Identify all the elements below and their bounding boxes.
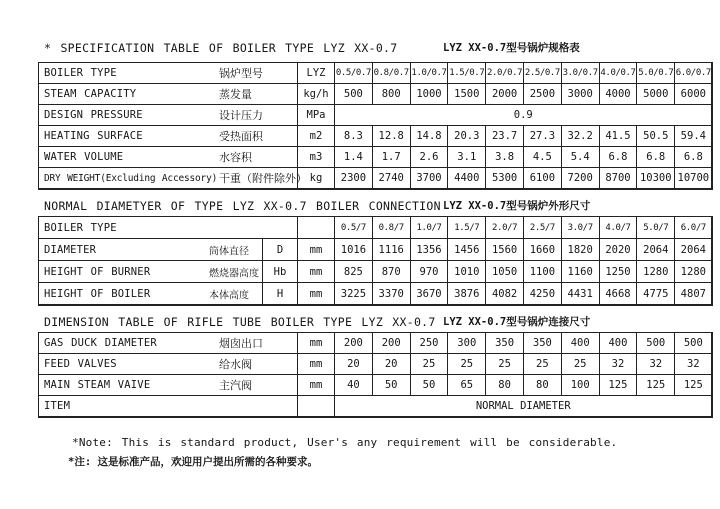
row-label-zh: 受热面积 <box>219 130 263 143</box>
cell: 14.8 <box>410 126 448 147</box>
symbol-cell: Hb <box>263 261 298 283</box>
cell: 0.8/7 <box>372 217 410 239</box>
row-label-zh: 燃烧器高度 <box>209 268 259 279</box>
cell: 2.0/7 <box>486 217 524 239</box>
cell: 1250 <box>599 261 637 283</box>
cell: 1.5/7 <box>448 217 486 239</box>
cell: 5.0/7 <box>637 217 675 239</box>
cell: 5000 <box>637 84 675 105</box>
cell: 1456 <box>448 239 486 261</box>
cell: 25 <box>410 354 448 375</box>
cell: 4668 <box>599 283 637 306</box>
cell: 5.0/0.7 <box>637 63 675 84</box>
unit-cell: m3 <box>298 147 335 168</box>
row-label-en: DRY WEIGHT(Excluding Accessory) <box>44 173 218 184</box>
cell: 1500 <box>448 84 486 105</box>
cell: 25 <box>448 354 486 375</box>
table-row <box>39 396 713 418</box>
cell: 2.6 <box>410 147 448 168</box>
cell: 1016 <box>335 239 373 261</box>
cell: 350 <box>523 333 561 354</box>
cell: 1660 <box>523 239 561 261</box>
row-label-en: BOILER TYPE <box>44 221 117 234</box>
cell: 1.4 <box>335 147 373 168</box>
empty-cell <box>298 396 335 418</box>
row-label-en: HEIGHT OF BOILER <box>44 287 151 300</box>
cell: 3370 <box>372 283 410 306</box>
connection-table-titlebar <box>38 199 712 214</box>
cell: 3225 <box>335 283 373 306</box>
row-label-en: GAS DUCK DIAMETER <box>44 337 157 349</box>
cell: 50.5 <box>637 126 675 147</box>
row-label <box>39 239 263 261</box>
cell: 3.1 <box>448 147 486 168</box>
cell: 3876 <box>448 283 486 306</box>
table-row <box>39 261 713 283</box>
cell: 6.0/0.7 <box>675 63 713 84</box>
cell: 1356 <box>410 239 448 261</box>
note-english: *Note: This is standard product, User's any requirement will be considerable. <box>72 436 618 449</box>
spec-table-title: * SPECIFICATION TABLE OF BOILER TYPE LYZ XX-0.7 <box>44 41 398 55</box>
cell: 825 <box>335 261 373 283</box>
cell: 1100 <box>523 261 561 283</box>
cell: 1.5/0.7 <box>448 63 486 84</box>
cell: 350 <box>486 333 524 354</box>
cell: 1.0/0.7 <box>410 63 448 84</box>
cell: 2300 <box>335 168 373 190</box>
row-label <box>39 396 298 418</box>
connection-table <box>38 216 713 306</box>
cell: 300 <box>448 333 486 354</box>
row-label <box>39 84 298 105</box>
symbol-cell: H <box>263 283 298 306</box>
cell: 125 <box>599 375 637 396</box>
cell: 1820 <box>561 239 599 261</box>
cell: 4.0/7 <box>599 217 637 239</box>
cell: 250 <box>410 333 448 354</box>
row-label-en: DESIGN PRESSURE <box>44 109 143 121</box>
row-label-en: FEED VALVES <box>44 358 117 370</box>
cell: 10700 <box>675 168 713 190</box>
cell: 1.7 <box>372 147 410 168</box>
table-row <box>39 168 713 190</box>
merged-value-cell: 0.9 <box>335 105 713 126</box>
table-row <box>39 239 713 261</box>
row-label-zh: 本体高度 <box>209 290 249 301</box>
cell: 500 <box>637 333 675 354</box>
row-label-en: WATER VOLUME <box>44 151 124 163</box>
dimension-table-title-cn: LYZ XX-0.7型号锅炉连接尺寸 <box>443 316 591 328</box>
cell: 3700 <box>410 168 448 190</box>
note-chinese: *注: 这是标准产品，欢迎用户提出所需的各种要求。 <box>68 456 318 468</box>
cell: 5.4 <box>561 147 599 168</box>
row-label-zh: 锅炉型号 <box>219 67 263 80</box>
row-label-en: DIAMETER <box>44 243 97 256</box>
cell: 200 <box>335 333 373 354</box>
row-label-zh: 主汽阀 <box>219 379 252 392</box>
row-label <box>39 168 307 190</box>
cell: 2740 <box>372 168 410 190</box>
connection-table-title: NORMAL DIAMETYER OF TYPE LYZ XX-0.7 BOILER CONNECTION <box>44 199 441 213</box>
table-row <box>39 354 713 375</box>
cell: 6.8 <box>675 147 713 168</box>
unit-cell: mm <box>298 261 335 283</box>
row-label-zh: 设计压力 <box>219 109 263 122</box>
dimension-table <box>38 332 713 418</box>
row-label <box>39 147 298 168</box>
cell: 4775 <box>637 283 675 306</box>
cell: 3000 <box>561 84 599 105</box>
unit-cell: mm <box>298 375 335 396</box>
cell: 0.5/0.7 <box>335 63 373 84</box>
row-label <box>39 261 263 283</box>
cell: 100 <box>561 375 599 396</box>
cell: 8.3 <box>335 126 373 147</box>
cell: 0.5/7 <box>335 217 373 239</box>
cell: 4.0/0.7 <box>599 63 637 84</box>
cell: 2020 <box>599 239 637 261</box>
cell: 400 <box>561 333 599 354</box>
cell: 1.0/7 <box>410 217 448 239</box>
row-label-zh: 烟囱出口 <box>219 337 263 350</box>
row-label <box>39 333 298 354</box>
cell: 20 <box>335 354 373 375</box>
cell: 125 <box>675 375 713 396</box>
cell: 6.8 <box>599 147 637 168</box>
row-label <box>39 283 263 306</box>
merged-value-cell: NORMAL DIAMETER <box>335 396 713 418</box>
table-row <box>39 105 713 126</box>
cell: 5300 <box>486 168 524 190</box>
cell: 1116 <box>372 239 410 261</box>
cell: 3.0/0.7 <box>561 63 599 84</box>
cell: 12.8 <box>372 126 410 147</box>
row-label-en: HEIGHT OF BURNER <box>44 265 151 278</box>
cell: 3670 <box>410 283 448 306</box>
table-row <box>39 283 713 306</box>
cell: 4431 <box>561 283 599 306</box>
row-label-en: HEATING SURFACE <box>44 130 143 142</box>
cell: 6000 <box>675 84 713 105</box>
cell: 1160 <box>561 261 599 283</box>
spec-sheet <box>38 38 712 469</box>
cell: 80 <box>486 375 524 396</box>
unit-cell: MPa <box>298 105 335 126</box>
cell: 7200 <box>561 168 599 190</box>
row-label-zh: 干重（附件除外） <box>219 172 307 185</box>
table-row <box>39 84 713 105</box>
cell: 80 <box>523 375 561 396</box>
cell: 1050 <box>486 261 524 283</box>
row-label-zh: 给水阀 <box>219 358 252 371</box>
row-label <box>39 63 298 84</box>
table-row <box>39 126 713 147</box>
table-row <box>39 63 713 84</box>
cell: 4.5 <box>523 147 561 168</box>
unit-cell: mm <box>298 239 335 261</box>
cell: 2.0/0.7 <box>486 63 524 84</box>
cell: 1280 <box>637 261 675 283</box>
cell: 59.4 <box>675 126 713 147</box>
cell: 27.3 <box>523 126 561 147</box>
cell: 2064 <box>675 239 713 261</box>
cell: 41.5 <box>599 126 637 147</box>
unit-cell: mm <box>298 333 335 354</box>
row-label <box>39 375 298 396</box>
spec-table-titlebar <box>38 38 712 56</box>
row-label <box>39 217 298 239</box>
cell: 25 <box>486 354 524 375</box>
unit-cell: kg/h <box>298 84 335 105</box>
cell: 2500 <box>523 84 561 105</box>
connection-table-title-cn: LYZ XX-0.7型号锅炉外形尺寸 <box>443 200 591 212</box>
row-label-zh: 水容积 <box>219 151 252 164</box>
cell: 23.7 <box>486 126 524 147</box>
symbol-cell: D <box>263 239 298 261</box>
cell: 200 <box>372 333 410 354</box>
row-label-en: STEAM CAPACITY <box>44 88 137 100</box>
cell: 125 <box>637 375 675 396</box>
cell: 2.5/7 <box>523 217 561 239</box>
row-label <box>39 126 298 147</box>
cell: 800 <box>372 84 410 105</box>
cell: 0.8/0.7 <box>372 63 410 84</box>
cell: 970 <box>410 261 448 283</box>
cell: 2000 <box>486 84 524 105</box>
dimension-table-titlebar <box>38 314 712 330</box>
cell: 6.8 <box>637 147 675 168</box>
cell: 4400 <box>448 168 486 190</box>
table-row <box>39 375 713 396</box>
table-row <box>39 217 713 239</box>
dimension-table-title: DIMENSION TABLE OF RIFLE TUBE BOILER TYPE LYZ XX-0.7 <box>44 315 436 329</box>
cell: 4250 <box>523 283 561 306</box>
cell: 65 <box>448 375 486 396</box>
row-label <box>39 105 298 126</box>
cell: 870 <box>372 261 410 283</box>
row-label <box>39 354 298 375</box>
cell: 3.8 <box>486 147 524 168</box>
cell: 32 <box>675 354 713 375</box>
cell: 500 <box>675 333 713 354</box>
row-label-en: BOILER TYPE <box>44 67 117 79</box>
cell: 1560 <box>486 239 524 261</box>
cell: 500 <box>335 84 373 105</box>
cell: 1010 <box>448 261 486 283</box>
row-label-zh: 筒体直径 <box>209 246 249 257</box>
cell: 6100 <box>523 168 561 190</box>
cell: 6.0/7 <box>675 217 713 239</box>
cell: 4807 <box>675 283 713 306</box>
cell: 400 <box>599 333 637 354</box>
unit-cell: m2 <box>298 126 335 147</box>
cell: 32.2 <box>561 126 599 147</box>
cell: 10300 <box>637 168 675 190</box>
cell: 3.0/7 <box>561 217 599 239</box>
empty-cell <box>298 217 335 239</box>
cell: 2064 <box>637 239 675 261</box>
cell: 32 <box>637 354 675 375</box>
cell: 50 <box>410 375 448 396</box>
cell: 25 <box>523 354 561 375</box>
cell: 50 <box>372 375 410 396</box>
cell: 8700 <box>599 168 637 190</box>
row-label-en: MAIN STEAM VAIVE <box>44 379 151 391</box>
unit-cell: kg <box>298 168 335 190</box>
cell: 40 <box>335 375 373 396</box>
row-label-en: ITEM <box>44 400 71 412</box>
cell: 2.5/0.7 <box>523 63 561 84</box>
cell: 1000 <box>410 84 448 105</box>
unit-cell: mm <box>298 354 335 375</box>
table-row <box>39 147 713 168</box>
cell: 20.3 <box>448 126 486 147</box>
cell: 4082 <box>486 283 524 306</box>
unit-cell: mm <box>298 283 335 306</box>
table-row <box>39 333 713 354</box>
cell: 32 <box>599 354 637 375</box>
cell: 25 <box>561 354 599 375</box>
cell: 1280 <box>675 261 713 283</box>
cell: 20 <box>372 354 410 375</box>
spec-table <box>38 62 713 190</box>
row-label-zh: 蒸发量 <box>219 88 252 101</box>
unit-cell: LYZ <box>298 63 335 84</box>
spec-table-title-cn: LYZ XX-0.7型号锅炉规格表 <box>443 42 580 54</box>
cell: 4000 <box>599 84 637 105</box>
